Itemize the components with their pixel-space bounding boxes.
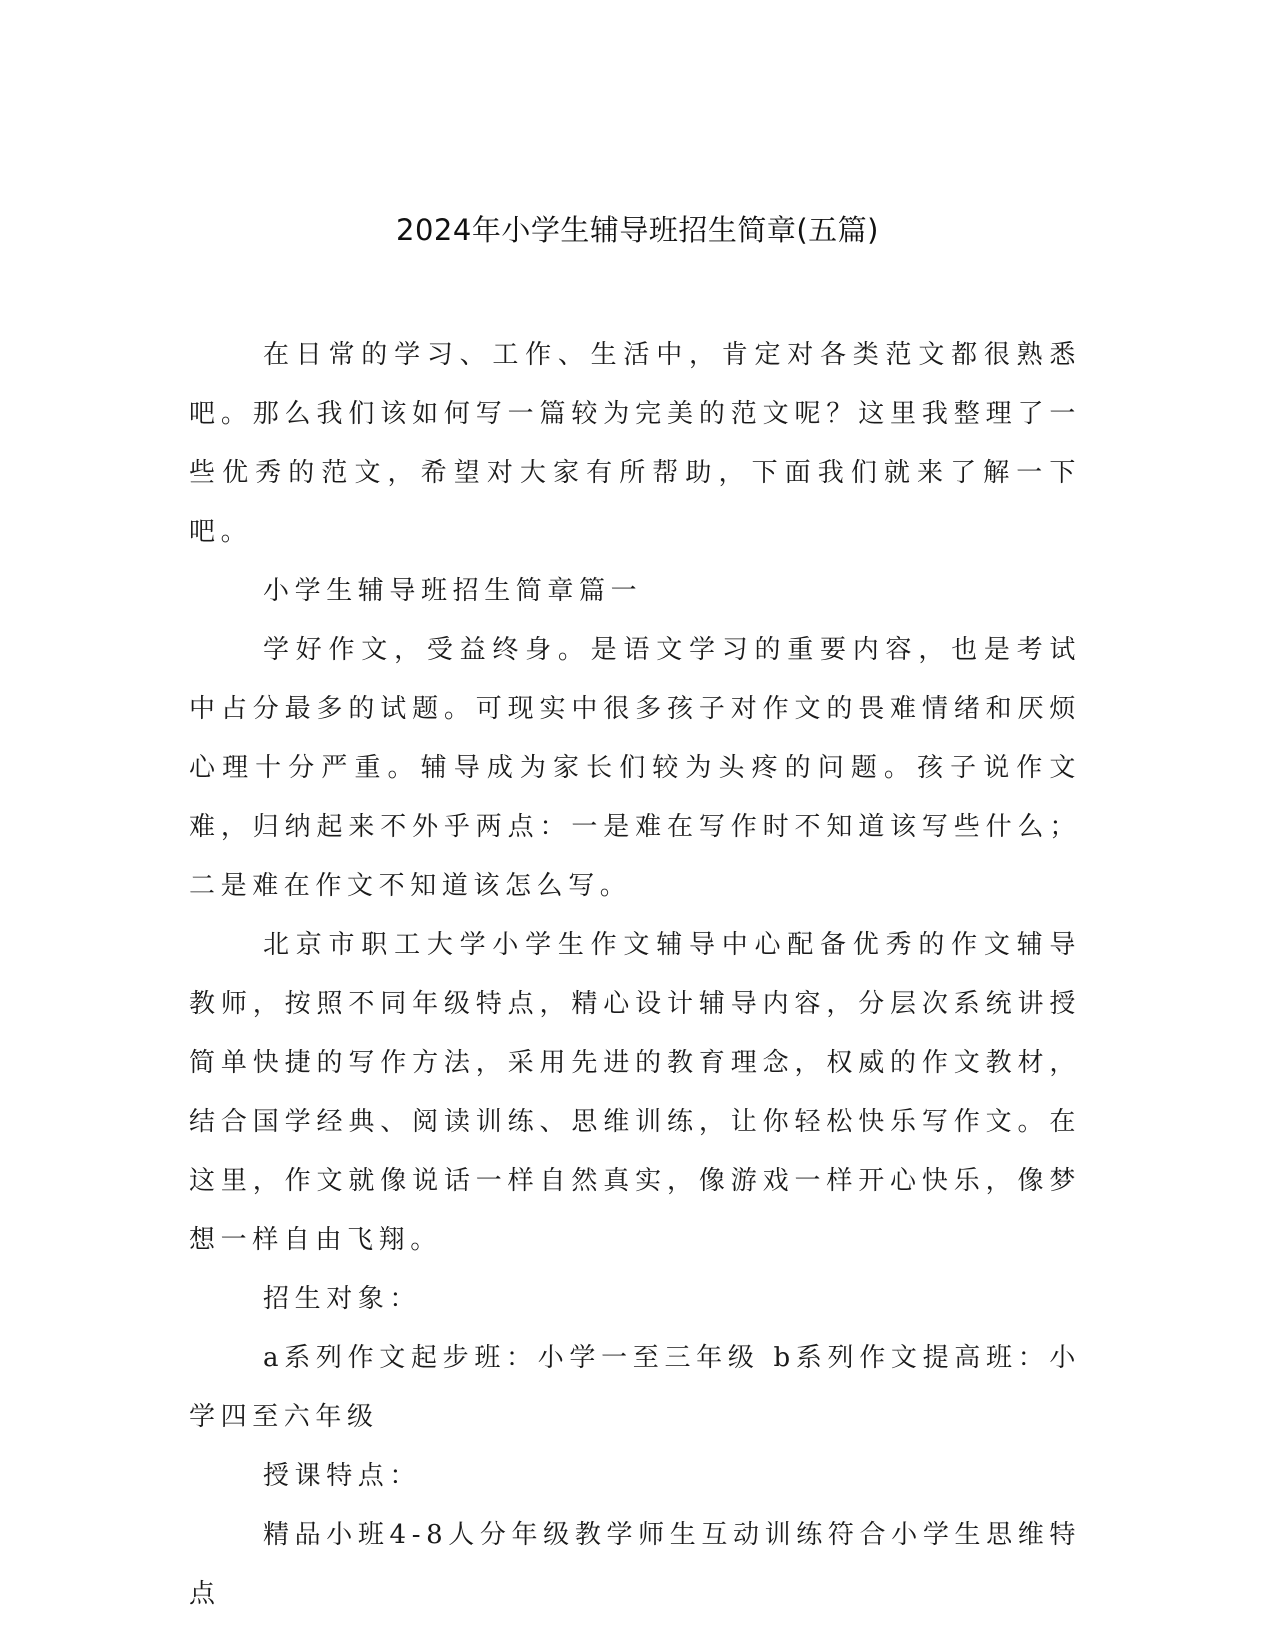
document-body xyxy=(189,326,1081,1624)
body-paragraph: 学好作文，受益终身。是语文学习的重要内容，也是考试中占分最多的试题。可现实中很多孩子对作文的畏难情绪和厌烦心理十分严重。辅导成为家长们较为头疼的问题。孩子说作文难，归纳起来不外乎两点：一是难在写作时不知道该写些什么；二是难在作文不知道该怎么写。 xyxy=(189,635,1081,901)
teaching-features-label: 授课特点： xyxy=(263,1461,422,1491)
body-paragraph: 北京市职工大学小学生作文辅导中心配备优秀的作文辅导教师，按照不同年级特点，精心设计辅导内容，分层次系统讲授简单快捷的写作方法，采用先进的教育理念，权威的作文教材，结合国学经典、阅读训练、思维训练，让你轻松快乐写作文。在这里，作文就像说话一样自然真实，像游戏一样开心快乐，像梦想一样自由飞翔。 xyxy=(189,930,1081,1255)
enrollment-target-detail: a系列作文起步班：小学一至三年级 b系列作文提高班：小学四至六年级 xyxy=(189,1343,1081,1432)
section-heading: 小学生辅导班招生简章篇一 xyxy=(263,576,643,606)
enrollment-target-label: 招生对象： xyxy=(263,1284,422,1314)
document-title: 2024年小学生辅导班招生简章(五篇) xyxy=(396,213,879,247)
intro-paragraph: 在日常的学习、工作、生活中，肯定对各类范文都很熟悉吧。那么我们该如何写一篇较为完美的范文呢？这里我整理了一些优秀的范文，希望对大家有所帮助，下面我们就来了解一下吧。 xyxy=(189,340,1081,547)
teaching-features-detail: 精品小班4-8人分年级教学师生互动训练符合小学生思维特点 xyxy=(189,1520,1081,1609)
